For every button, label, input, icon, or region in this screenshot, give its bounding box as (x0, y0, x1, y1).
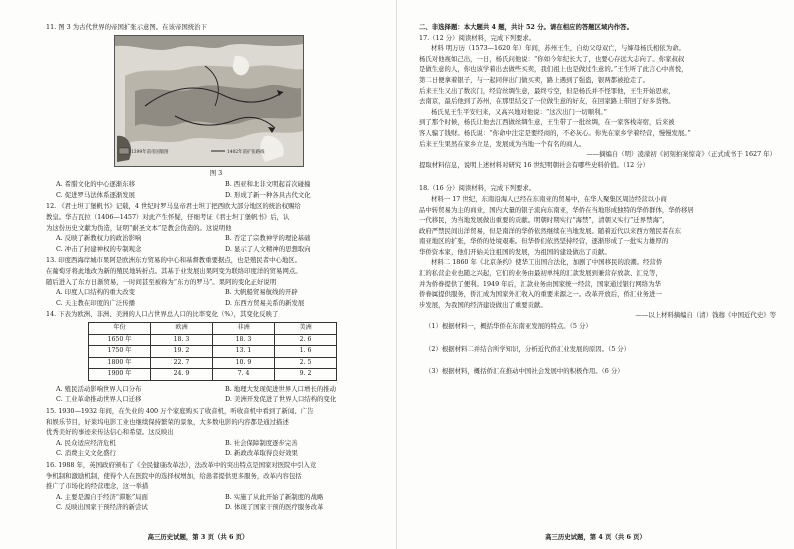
question-15-line-3: 优秀美好的事迹来传达信心和希望。这反映出 (46, 428, 174, 437)
material-line: 杨氏对他视如己出，一日，杨氏问他说：“你如今年纪长大了，也要心存远大志向了。你家叔叔 (419, 54, 685, 63)
material-line: 杨氏见王生平安归来，又高兴地对他说：“这次出门一切顺利。” (431, 107, 607, 116)
material-line: 品中转贸易为主的商业，国内大量的银子流向东南亚，华侨在当地形成独特的华侨群体，华侨移居 (419, 205, 694, 214)
question-13-line-1: 13. 印度西海岸城市果阿是欧洲东方贸易的中心和基督教重要据点，也是殖民者中心地区。 (46, 256, 302, 265)
page-4-content (419, 22, 780, 378)
table-header-row (89, 322, 337, 334)
question-17 (419, 33, 780, 171)
population-table (88, 322, 337, 381)
table-row (89, 357, 337, 369)
question-13-line-3: 随后进入了东方日渐贸易，一时间甚至被称为“东方的罗马”。果阿的变化正好说明 (46, 277, 277, 286)
table-cell: 18. 3 (151, 334, 213, 346)
section-title: 二、非选择题：本大题共 4 题，共计 52 分。请在相应的答题区域内作答。 (419, 23, 633, 31)
option-16d: D. 体现了国家干预的医疗服务改革 (225, 503, 324, 512)
table-cell: 9. 2 (275, 369, 337, 381)
material-line: 政府严禁民间出洋贸易，但是南洋的华侨依然继续在当地发展。随着近代以来西方殖民者在东 (419, 226, 682, 235)
material-line: 客人骗了钱财。杨氏说：“你命中注定是要经商的，不必灰心。你先在家乡学着经营，慢慢发展。” (419, 128, 691, 137)
material-line: 南亚地区的扩张，华侨的处境艰难。但华侨们依然坚持经营，逐渐形成了一批实力雄厚的 (419, 237, 669, 246)
question-18 (419, 183, 780, 377)
table-header-cell: 美洲 (275, 322, 337, 334)
material-line: 材料 明万历（1573—1620 年）年间，苏州王生，自幼父母双亡，与婶母杨氏相依为命。 (431, 44, 685, 53)
table-cell: 2. 5 (275, 357, 337, 369)
material-line: 华侨资本家，他们开始关注祖国的发展，为祖国的建设做出了贡献。 (419, 247, 611, 256)
option-15b: B. 社会保障制度逐步完善 (225, 438, 298, 447)
table-header-cell: 年份 (89, 322, 151, 334)
option-12a: A. 反映了新教权力的政治影响 (56, 234, 142, 243)
map-caption: 图 3 (209, 168, 223, 177)
question-16-line-3: 推广了市场化的经营理念，这一举措 (46, 482, 149, 491)
material-line: 一代移民，为当地发展做出重要的贡献。明朝时期实行“海禁”，清朝又实行“迁界禁海”， (419, 216, 669, 225)
material-line: 步发展，为我国的经济建设做出了重要贡献。 (419, 300, 547, 309)
material-line: 后来王生果然在家乡立足，发展成为当地一个有名的商人。 (419, 139, 586, 148)
material-line: 到了那个时候，杨氏让他去江西做丝绸生意，王生带了一批丝绸，在一家客栈寄宿，后来被 (419, 118, 675, 127)
option-14d: D. 美洲开发促进了世界人口结构的变化 (225, 395, 337, 404)
option-14a: A. 殖民活动影响世界人口分布 (56, 384, 142, 393)
map-legend-route: 1402年前扩张路线 (227, 149, 265, 155)
option-15d: D. 新政改革取得良好效果 (225, 449, 298, 458)
option-15a: A. 民众适应经济危机 (56, 438, 116, 447)
table-row (89, 334, 337, 346)
option-12c: C. 冲击了封建神权的专制观念 (56, 244, 142, 253)
option-13a: A. 印度人口结构的重大改变 (56, 288, 135, 297)
question-17-head: 17.（12 分）阅读材料，完成下列要求。 (419, 33, 536, 42)
table-cell: 1. 6 (275, 346, 337, 358)
question-12 (46, 201, 386, 254)
option-16c: C. 反映出国家干预经济的新尝试 (56, 503, 148, 512)
option-13d: D. 东西方贸易关系的新发展 (225, 298, 305, 307)
question-12-line-2: 教皇。华吉瓦拉（1406—1457）对此产生怀疑，仔细考证《君士坦丁堡帆书》后，认 (46, 212, 290, 221)
option-14c: C. 工业革命推动世界人口迁移 (56, 395, 142, 404)
option-13c: C. 天主教在印度的广泛传播 (56, 298, 136, 307)
table-cell: 1650 年 (89, 334, 151, 346)
material-line: 材料二 1860 年《北京条约》使华工出国合法化，加剧了中国移民的浪潮。经营侨 (431, 258, 663, 267)
option-16b: B. 实施了从此开始了新制度的战略 (225, 492, 324, 501)
option-13b: B. 大帆船贸易航线的开辟 (225, 288, 298, 297)
option-16a: A. 主要是源自于经济“滞胀”局面 (56, 492, 148, 501)
question-18-head: 18.（16 分）阅读材料，完成下列要求。 (419, 184, 536, 193)
material-line: 材料一 17 世纪，东南沿海人已经在东南亚的贸易中，在华人聚集区周边经营以小商 (431, 194, 667, 203)
option-11a: A. 希腊文化的中心逐渐东移 (56, 180, 135, 189)
option-11d: D. 形成了新一种各具古代文化 (225, 190, 311, 199)
table-header-cell: 欧洲 (151, 322, 213, 334)
table-cell: 22. 7 (151, 357, 213, 369)
option-12d: D. 显示了人文精神的思想取向 (225, 244, 311, 253)
question-18-task-2: （2）根据材料二并结合所学知识，分析近代侨汇业发展的原因。（5 分） (425, 344, 631, 353)
map-graphic (115, 36, 303, 166)
question-18-task-1: （1）根据材料一，概括华侨在东南亚发展的特点。（5 分） (425, 322, 592, 331)
option-11c: C. 促进罗马法体系逐渐发展 (56, 190, 136, 199)
question-13 (46, 255, 386, 308)
question-16-line-1: 16. 1988 年，英国政府颁布了《全民健康改革法》，法改革中的突出特点是国家对医院中引入竞 (46, 461, 317, 470)
table-cell: 2. 6 (275, 334, 337, 346)
table-cell: 1900 年 (89, 369, 151, 381)
table-row (89, 346, 337, 358)
option-12b: B. 否定了宗教神学的理论基础 (225, 234, 311, 243)
material-line: 并为侨眷提供了便利。1949 年后，汇款业务由国家统一经营，国家通过银行网络为华 (419, 279, 661, 288)
question-12-line-1: 12. 《君士坦丁堡帆书》记载，4 世纪时罗马皇帝君士坦丁把西欧大部分地区的统治权赐给 (46, 202, 301, 211)
material-line: 后来王生又出了数次门，经营丝绸生意，最终亏空，但是杨氏并不怪罪他，王生开始思索， (419, 86, 675, 95)
material-line: 去南京，最后他到了苏州，在那里结交了一位做生意的好友，在回家路上带回了好多货物。 (419, 97, 675, 106)
question-16-line-2: 争机制和激励机制，使得个人在医院中的选择权增加，给患者提供更多服务，改革内容包括 (46, 471, 302, 480)
material-line: 侨眷属提供服务，侨汇成为国家外汇收入的重要来源之一。改革开放后，侨汇业务进一 (419, 290, 662, 299)
exam-page-4 (397, 0, 794, 549)
question-18-task-3: （3）根据材料，概括侨汇在推动中国社会发展中的积极作用。（6 分） (425, 367, 624, 376)
page-3-content (46, 22, 386, 514)
table-cell: 10. 9 (213, 357, 275, 369)
table-cell: 7. 4 (213, 369, 275, 381)
question-12-line-3: 为这份历史文献为伪造，证明“耐圣文本”是教会伪造的。这说明他 (46, 223, 232, 232)
question-13-line-2: 在葡萄牙将此地改为新的殖民地转折点。其基于业发展出果阿变为联络印度洋的贸易网点。 (46, 266, 302, 275)
table-cell: 13. 1 (213, 346, 275, 358)
question-17-task: 提取材料信息，说明上述材料对研究 16 世纪明朝社会有哪些史料价值。（12 分） (419, 160, 650, 169)
table-cell: 19. 2 (151, 346, 213, 358)
question-15 (46, 406, 386, 459)
table-cell: 1800 年 (89, 357, 151, 369)
question-14-stem: 14. 下表为欧洲、非洲、美洲的人口占世界总人口的比率变化（%），其变化反映了 (46, 310, 279, 319)
question-16 (46, 460, 386, 513)
question-15-line-1: 15. 1930—1932 年间，在失业的 400 万个家庭购买了收音机，听收音机中看到了新闻、广告 (46, 407, 314, 416)
empire-map (114, 35, 304, 167)
material-source: ——以上材料摘编自（清）钱穆《中国近代史》等 (635, 311, 776, 320)
question-11-stem: 11. 图 3 为古代世界的帝国扩张示意图。在该帝国统治下 (46, 23, 207, 31)
option-15c: C. 消费主义文化盛行 (56, 449, 116, 458)
table-cell: 24. 9 (151, 369, 213, 381)
question-15-line-2: 和娱乐节目，好莱坞电影工业也继续保持繁荣的景象，大多数电影的内容都是通过描述 (46, 417, 289, 426)
page-3-footer: 高三历史试题，第 3 页（共 6 页） (147, 533, 249, 541)
option-14b: B. 地理大发现促进世界人口增长的推动 (225, 384, 337, 393)
material-line: 第二日便拿着银子，与一起同伴出门做买卖，路上遇到了强盗，银两都被抢走了。 (419, 75, 650, 84)
question-11 (46, 22, 386, 200)
table-header-cell: 非洲 (213, 322, 275, 334)
map-legend-territory: 1399年前帝国版图 (131, 149, 169, 155)
option-11b: B. 西亚和北非文明起首次碰撞 (225, 180, 311, 189)
question-14 (46, 309, 386, 405)
table-cell: 1750 年 (89, 346, 151, 358)
material-source: ——摘编自（明）凌濛初《初刻拍案惊奇》（正式成书于 1627 年） (586, 150, 776, 159)
table-cell: 18. 3 (213, 334, 275, 346)
material-line: 汇的私营企业也随之兴起，它们的业务由最初单纯的汇款发展到兼营存放款、汇兑等， (419, 269, 662, 278)
page-4-footer: 高三历史试题，第 4 页（共 6 页） (545, 533, 646, 541)
table-row (89, 369, 337, 381)
material-line: 是做生意的人，你也该学着出去做些买卖，我们祖上也是做过生意的。”王生听了此言心中喜悦， (419, 65, 688, 74)
